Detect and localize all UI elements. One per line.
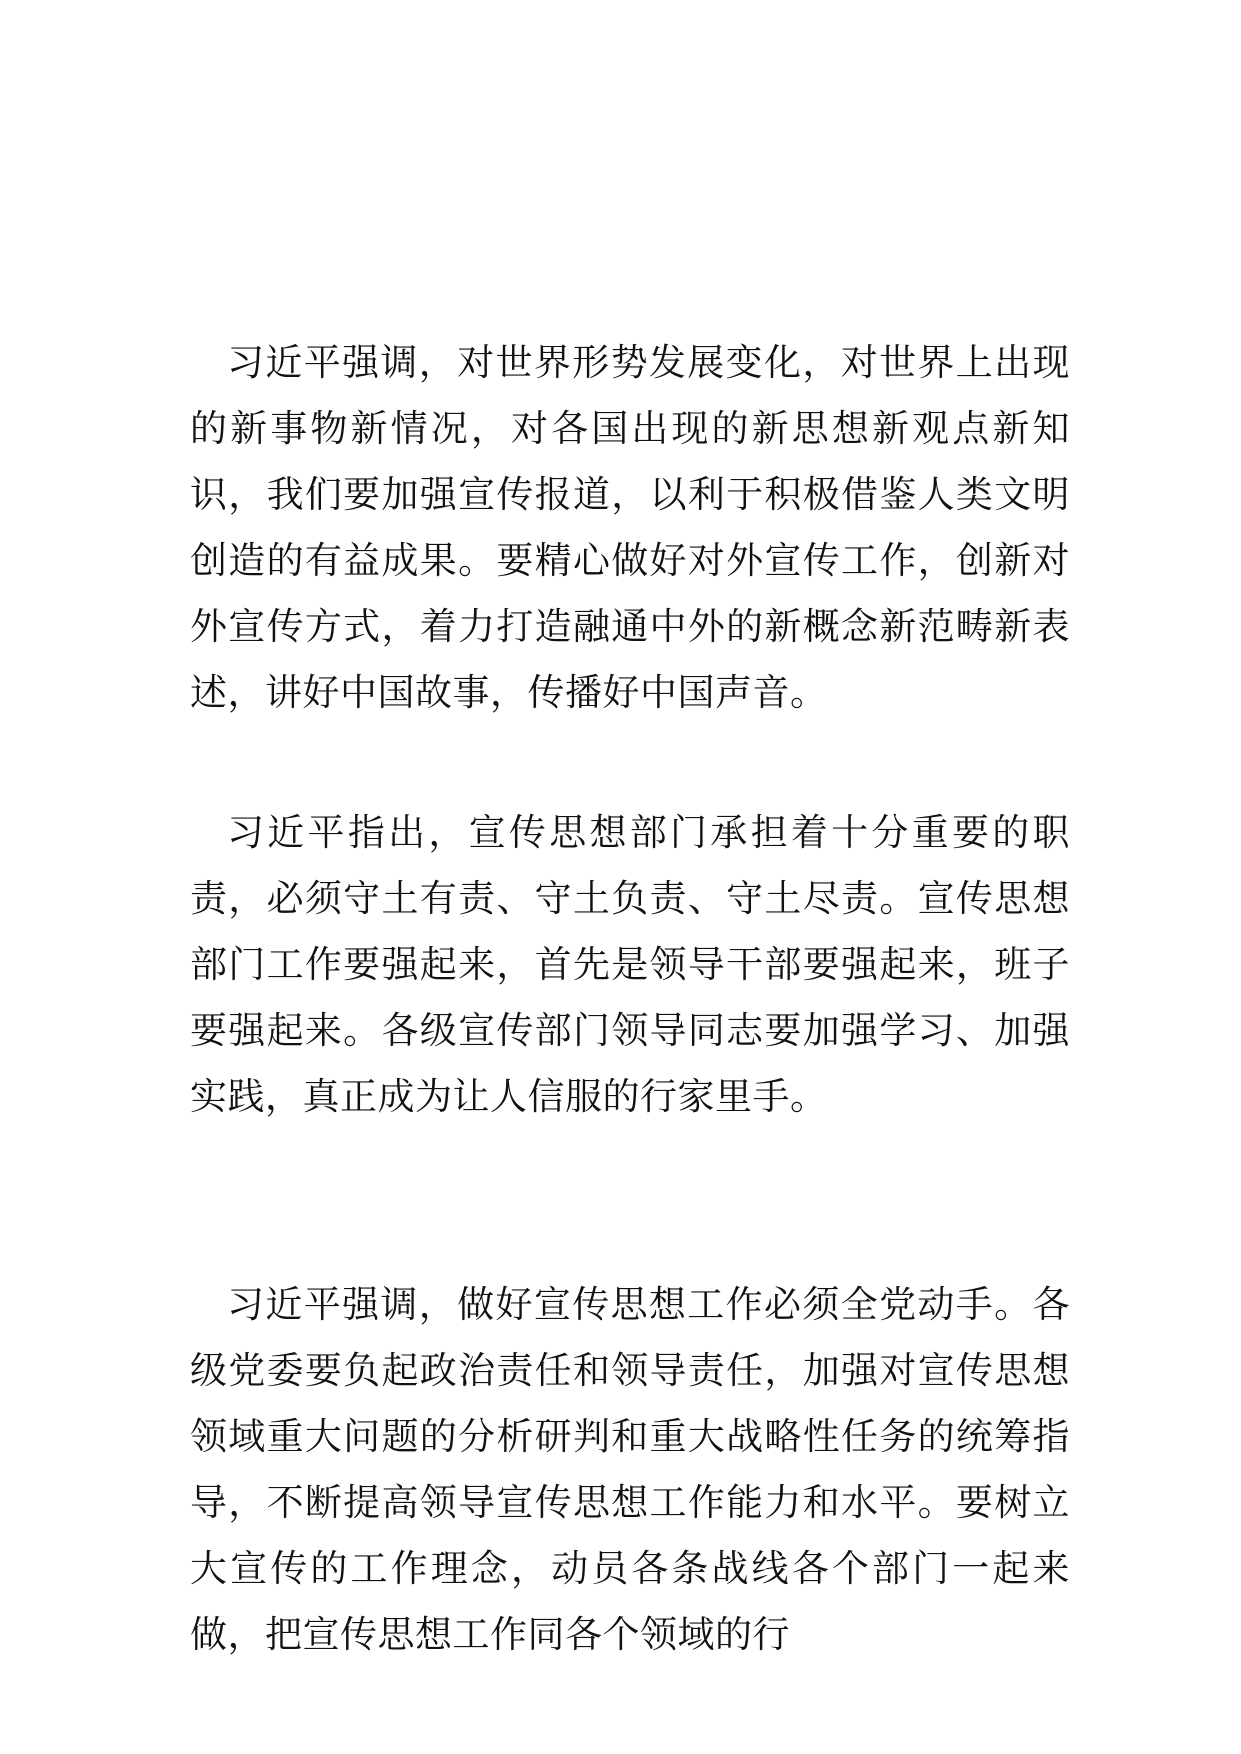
paragraph-3: 习近平强调，做好宣传思想工作必须全党动手。各级党委要负起政治责任和领导责任，加强对宣传思想领域重大问题的分析研判和重大战略性任务的统筹指导，不断提高领导宣传思想工作能力和水平。要树立大宣传的工作理念，动员各条战线各个部门一起来做，把宣传思想工作同各个领域的行 (190, 1283, 1070, 1656)
paragraph-1: 习近平强调，对世界形势发展变化，对世界上出现的新事物新情况，对各国出现的新思想新观点新知识，我们要加强宣传报道，以利于积极借鉴人类文明创造的有益成果。要精心做好对外宣传工作，创新对外宣传方式，着力打造融通中外的新概念新范畴新表述，讲好中国故事，传播好中国声音。 (190, 341, 1070, 714)
paragraph-2: 习近平指出，宣传思想部门承担着十分重要的职责，必须守土有责、守土负责、守土尽责。宣传思想部门工作要强起来，首先是领导干部要强起来，班子要强起来。各级宣传部门领导同志要加强学习、加强实践，真正成为让人信服的行家里手。 (190, 811, 1070, 1118)
